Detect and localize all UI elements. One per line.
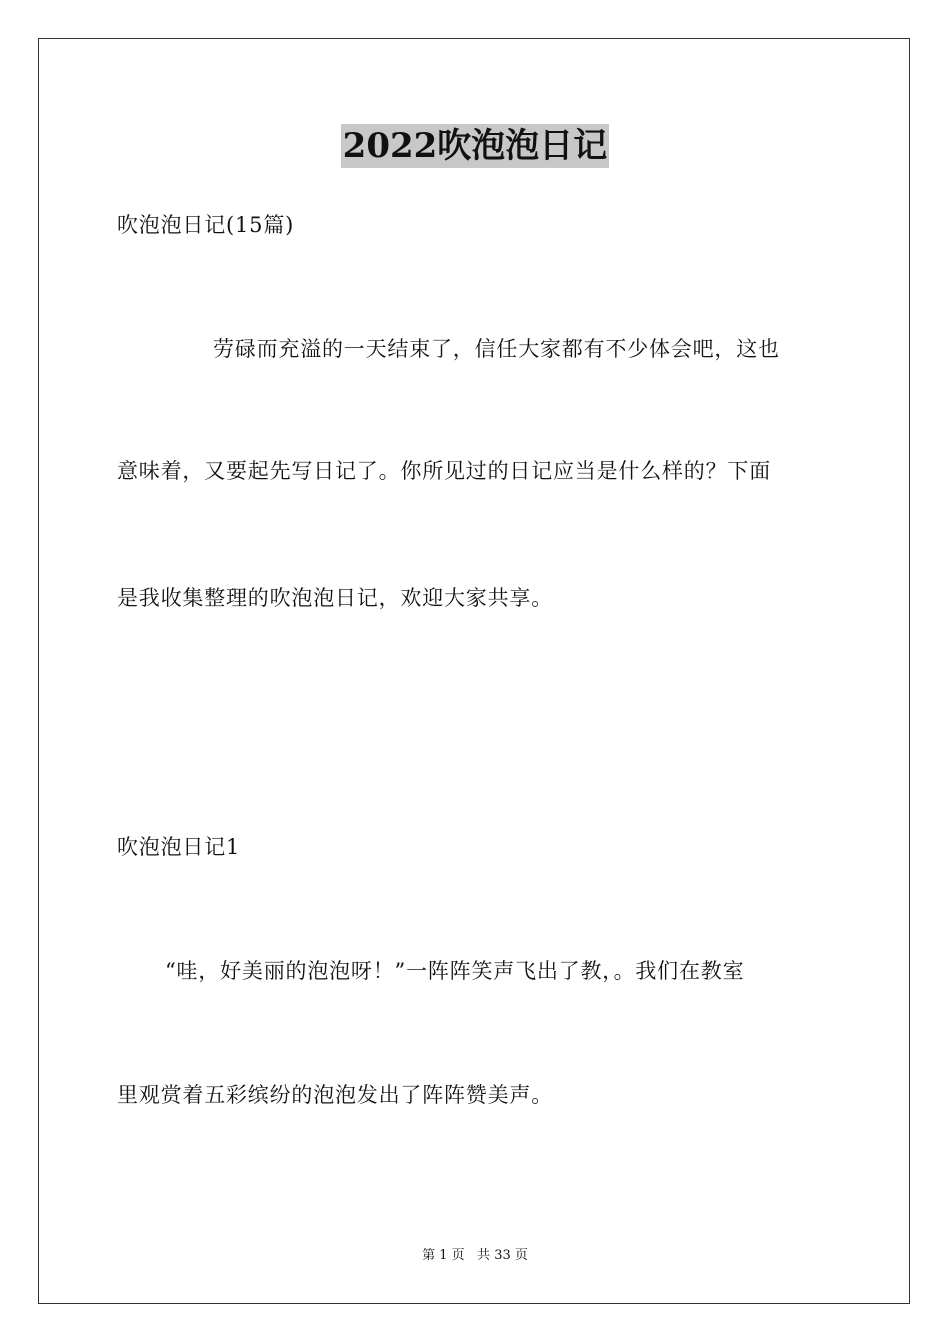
body-line-1: “哇，好美丽的泡泡呀！”一阵阵笑声飞出了教，。我们在教室 — [165, 959, 745, 983]
title-container — [0, 124, 950, 168]
document-subtitle: 吹泡泡日记(15篇) — [117, 213, 295, 237]
intro-line-2: 意味着，又要起先写日记了。你所见过的日记应当是什么样的？下面 — [117, 459, 771, 483]
section-heading: 吹泡泡日记1 — [117, 835, 241, 859]
document-title: 2022吹泡泡日记 — [342, 126, 608, 166]
intro-line-3: 是我收集整理的吹泡泡日记，欢迎大家共享。 — [117, 586, 553, 610]
page-number-footer: 第 1 页 共 33 页 — [422, 1248, 528, 1263]
intro-line-1: 劳碌而充溢的一天结束了，信任大家都有不少体会吧，这也 — [213, 337, 780, 361]
body-line-2: 里观赏着五彩缤纷的泡泡发出了阵阵赞美声。 — [117, 1083, 553, 1107]
